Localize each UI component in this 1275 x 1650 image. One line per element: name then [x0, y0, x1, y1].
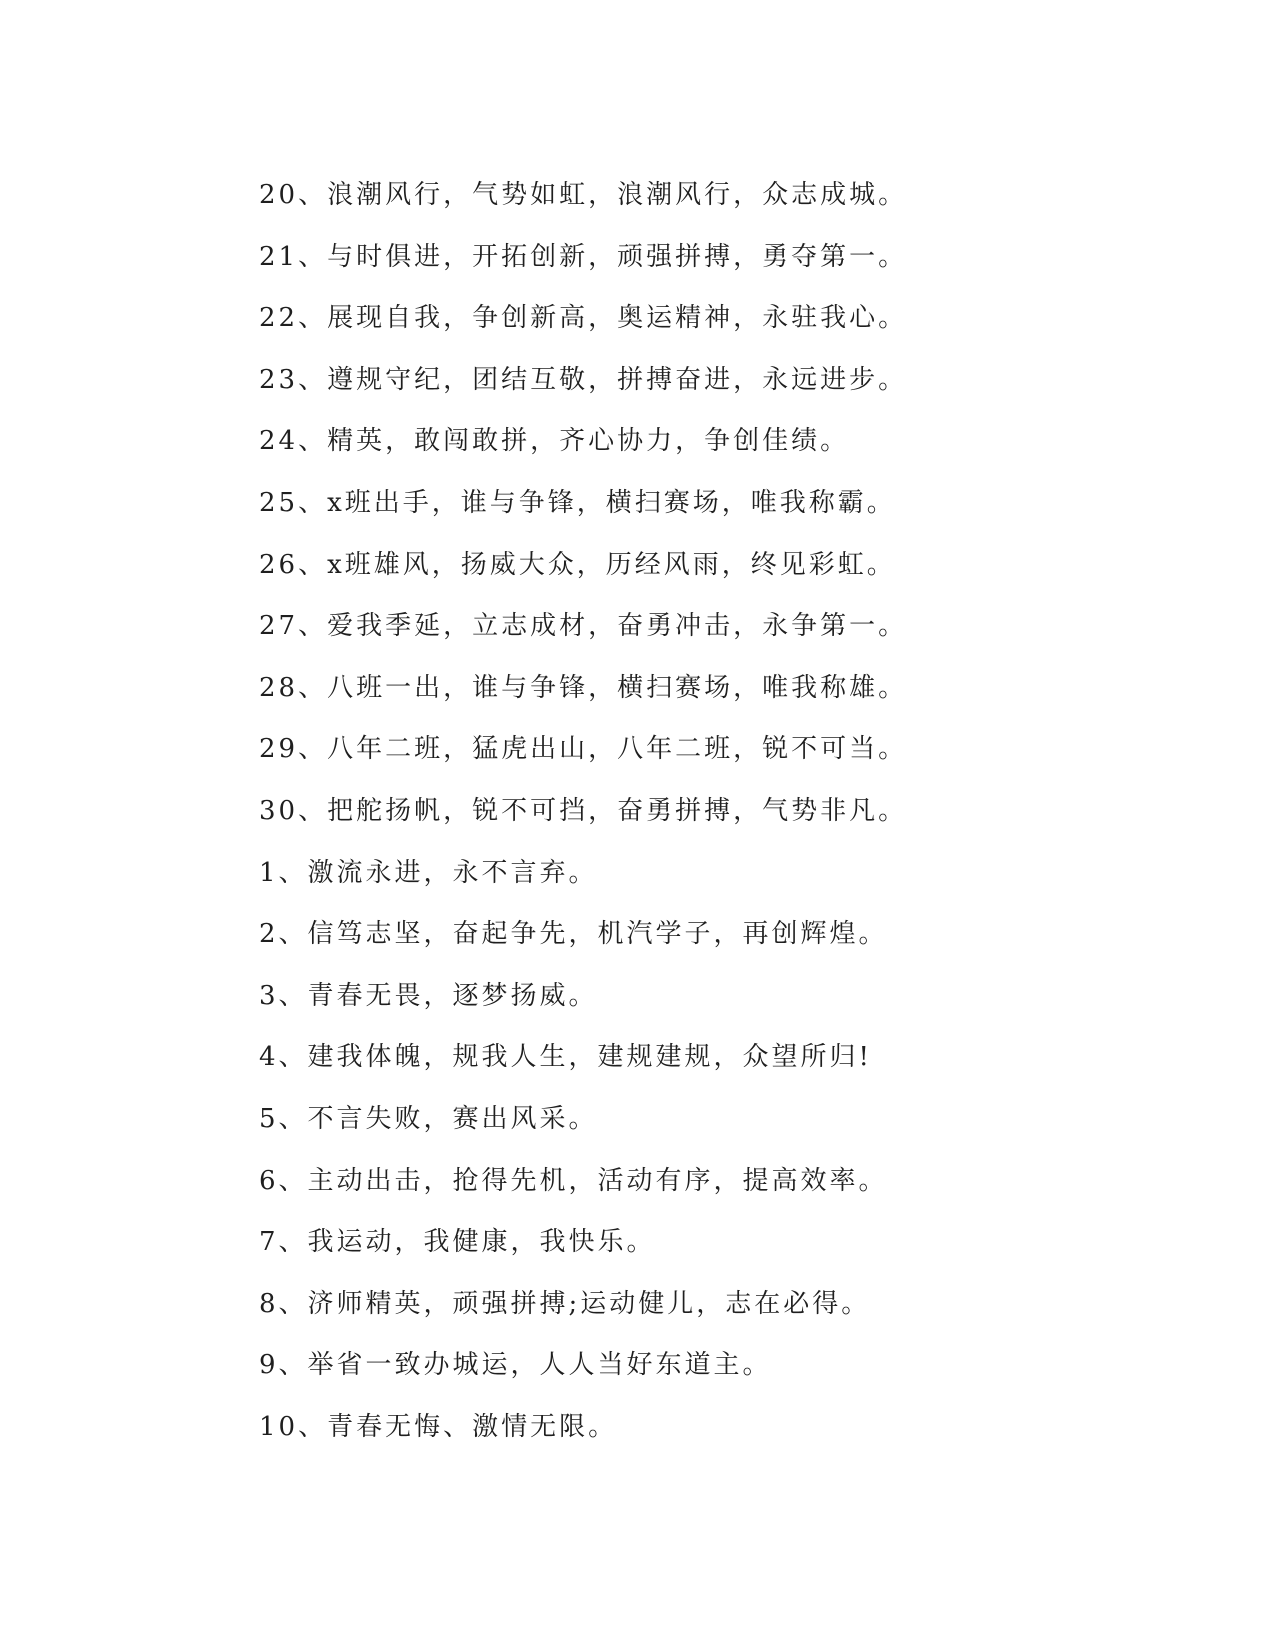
slogan-line: 24、精英，敢闯敢拼，齐心协力，争创佳绩。: [259, 426, 850, 457]
slogan-line: 20、浪潮风行，气势如虹，浪潮风行，众志成城。: [259, 180, 908, 210]
slogan-line: 8、济师精英，顽强拼搏;运动健儿，志在必得。: [259, 1288, 871, 1319]
slogan-line: 28、八班一出，谁与争锋，横扫赛场，唯我称雄。: [259, 672, 908, 703]
slogan-line: 5、不言失败，赛出风采。: [259, 1103, 598, 1134]
slogan-line: 2、信笃志坚，奋起争先，机汽学子，再创辉煌。: [259, 919, 888, 950]
slogan-list: [259, 165, 1219, 1458]
slogan-line: 1、激流永进，永不言弃。: [259, 857, 598, 888]
slogan-line: 25、x班出手，谁与争锋，横扫赛场，唯我称霸。: [259, 487, 896, 518]
slogan-line: 26、x班雄风，扬威大众，历经风雨，终见彩虹。: [259, 549, 896, 580]
slogan-line: 6、主动出击，抢得先机，活动有序，提高效率。: [259, 1165, 888, 1196]
slogan-line: 22、展现自我，争创新高，奥运精神，永驻我心。: [259, 303, 908, 334]
slogan-line: 7、我运动，我健康，我快乐。: [259, 1227, 656, 1258]
slogan-line: 3、青春无畏，逐梦扬威。: [259, 980, 598, 1011]
slogan-line: 23、遵规守纪，团结互敬，拼搏奋进，永远进步。: [259, 364, 908, 395]
slogan-line: 27、爱我季延，立志成材，奋勇冲击，永争第一。: [259, 611, 908, 642]
slogan-line: 29、八年二班，猛虎出山，八年二班，锐不可当。: [259, 734, 908, 765]
slogan-line: 9、举省一致办城运，人人当好东道主。: [259, 1350, 772, 1381]
slogan-line: 30、把舵扬帆，锐不可挡，奋勇拼搏，气势非凡。: [259, 795, 908, 826]
slogan-line: 21、与时俱进，开拓创新，顽强拼搏，勇夺第一。: [259, 241, 908, 272]
slogan-line: 10、青春无悔、激情无限。: [259, 1411, 618, 1442]
slogan-line: 4、建我体魄，规我人生，建规建规，众望所归!: [259, 1042, 872, 1073]
